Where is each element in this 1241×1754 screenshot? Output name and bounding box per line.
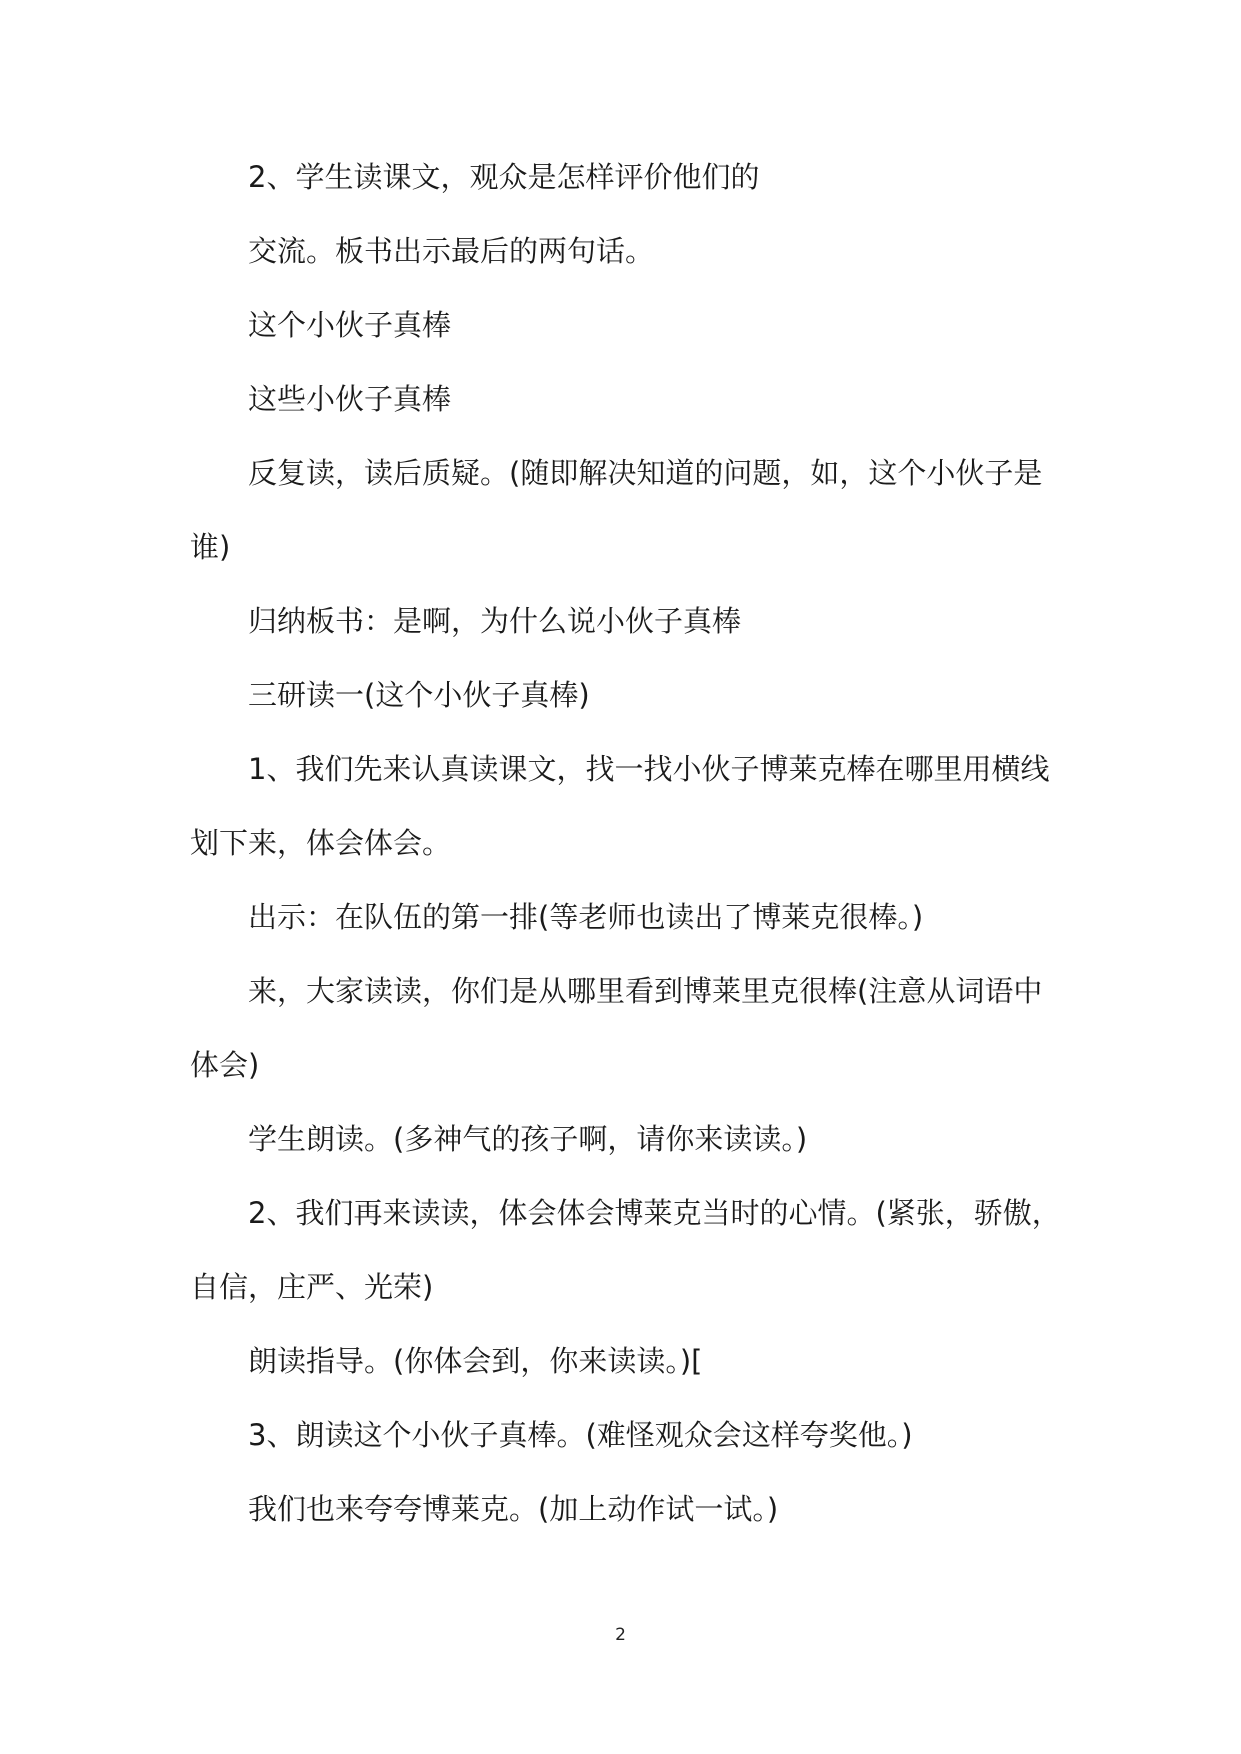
paragraph-line: 归纳板书：是啊，为什么说小伙子真棒: [248, 604, 742, 638]
paragraph-line: 自信，庄严、光荣): [190, 1270, 434, 1304]
paragraph-line: 学生朗读。(多神气的孩子啊，请你来读读。): [248, 1122, 808, 1156]
paragraph-line: 2、学生读课文，观众是怎样评价他们的: [248, 160, 760, 194]
paragraph-line: 出示：在队伍的第一排(等老师也读出了博莱克很棒。): [248, 900, 924, 934]
paragraph-line: 3、朗读这个小伙子真棒。(难怪观众会这样夸奖他。): [248, 1418, 913, 1452]
section-heading: 三研读一(这个小伙子真棒): [248, 678, 590, 712]
paragraph-line: 我们也来夸夸博莱克。(加上动作试一试。): [248, 1492, 779, 1526]
paragraph-line: 1、我们先来认真读课文，找一找小伙子博莱克棒在哪里用横线: [248, 752, 1050, 786]
paragraph-line: 这些小伙子真棒: [248, 382, 452, 416]
page-number: 2: [615, 1625, 626, 1645]
paragraph-line: 2、我们再来读读，体会体会博莱克当时的心情。(紧张，骄傲，: [248, 1196, 1061, 1230]
body-text: [190, 140, 1070, 1546]
paragraph-line: 这个小伙子真棒: [248, 308, 452, 342]
paragraph-line: 交流。板书出示最后的两句话。: [248, 234, 655, 268]
paragraph-line: 划下来，体会体会。: [190, 826, 452, 860]
paragraph-line: 朗读指导。(你体会到，你来读读。)[: [248, 1344, 703, 1378]
paragraph-line: 反复读，读后质疑。(随即解决知道的问题，如，这个小伙子是: [248, 456, 1043, 490]
paragraph-line: 来，大家读读，你们是从哪里看到博莱里克很棒(注意从词语中: [248, 974, 1043, 1008]
paragraph-line: 体会): [190, 1048, 260, 1082]
paragraph-line: 谁): [190, 530, 231, 564]
